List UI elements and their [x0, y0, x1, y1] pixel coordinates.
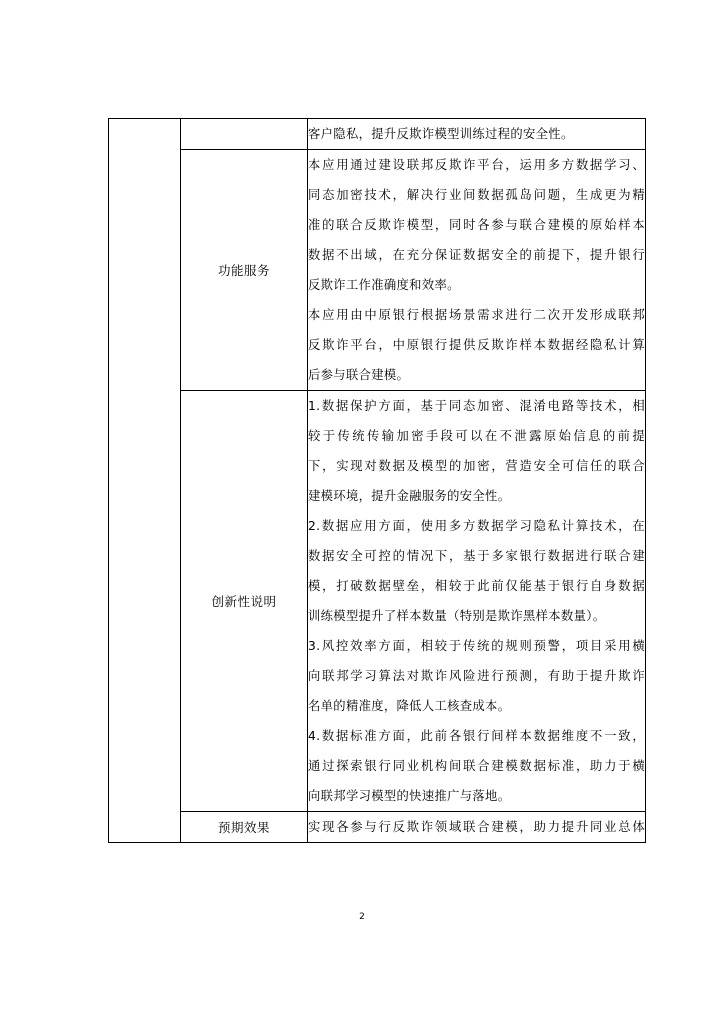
row-label-function-service: 功能服务	[181, 150, 308, 391]
row-content-function-service	[308, 150, 646, 391]
row-label-innovation: 创新性说明	[181, 391, 308, 812]
row-label-privacy	[181, 119, 308, 150]
page-number: 2	[359, 912, 365, 922]
text-line: 名单的精准度，降低人工核查成本。	[308, 699, 511, 713]
text-line: 较于传统传输加密手段可以在不泄露原始信息的前提	[308, 429, 645, 443]
application-info-table	[108, 118, 646, 843]
text-line: 2.数据应用方面，使用多方数据学习隐私计算技术，在	[308, 519, 645, 533]
row-content-innovation	[308, 391, 646, 812]
text-line: 数据不出域，在充分保证数据安全的前提下，提升银行	[308, 248, 645, 262]
text-line: 同态加密技术，解决行业间数据孤岛问题，生成更为精	[308, 188, 645, 202]
text-line: 通过探索银行同业机构间联合建模数据标准，助力于横	[308, 759, 645, 773]
text-line: 下，实现对数据及模型的加密，营造安全可信任的联合	[308, 459, 645, 473]
text-line: 本应用由中原银行根据场景需求进行二次开发形成联邦	[308, 308, 645, 322]
table-row-function-service	[109, 150, 646, 391]
text-line: 模，打破数据壁垒，相较于此前仅能基于银行自身数据	[308, 579, 645, 593]
merged-category-cell	[109, 119, 181, 843]
text-line: 反欺诈工作准确度和效率。	[308, 278, 460, 292]
text-line: 向联邦学习模型的快速推广与落地。	[308, 789, 511, 803]
text-line: 实现各参与行反欺诈领域联合建模，助力提升同业总体	[308, 820, 645, 834]
text-line: 数据安全可控的情况下，基于多家银行数据进行联合建	[308, 549, 645, 563]
row-content-expected-effect	[308, 812, 646, 843]
text-line: 准的联合反欺诈模型，同时各参与联合建模的原始样本	[308, 218, 645, 232]
row-label-expected-effect: 预期效果	[181, 812, 308, 843]
table-row-expected-effect	[109, 812, 646, 843]
text-line: 建模环境，提升金融服务的安全性。	[308, 489, 511, 503]
text-line: 向联邦学习算法对欺诈风险进行预测，有助于提升欺诈	[308, 669, 645, 683]
text-line: 本应用通过建设联邦反欺诈平台，运用多方数据学习、	[308, 158, 645, 172]
text-line: 3.风控效率方面，相较于传统的规则预警，项目采用横	[308, 639, 645, 653]
text-line: 后参与联合建模。	[308, 368, 410, 382]
row-content-privacy	[308, 119, 646, 150]
table-row-innovation	[109, 391, 646, 812]
text-line: 训练模型提升了样本数量（特别是欺诈黑样本数量）。	[308, 609, 606, 623]
text-line: 客户隐私，提升反欺诈模型训练过程的安全性。	[308, 127, 574, 141]
text-line: 4.数据标准方面，此前各银行间样本数据维度不一致，	[308, 729, 645, 743]
text-line: 反欺诈平台，中原银行提供反欺诈样本数据经隐私计算	[308, 338, 645, 352]
text-line: 1.数据保护方面，基于同态加密、混淆电路等技术，相	[308, 399, 645, 413]
table-row-privacy	[109, 119, 646, 150]
